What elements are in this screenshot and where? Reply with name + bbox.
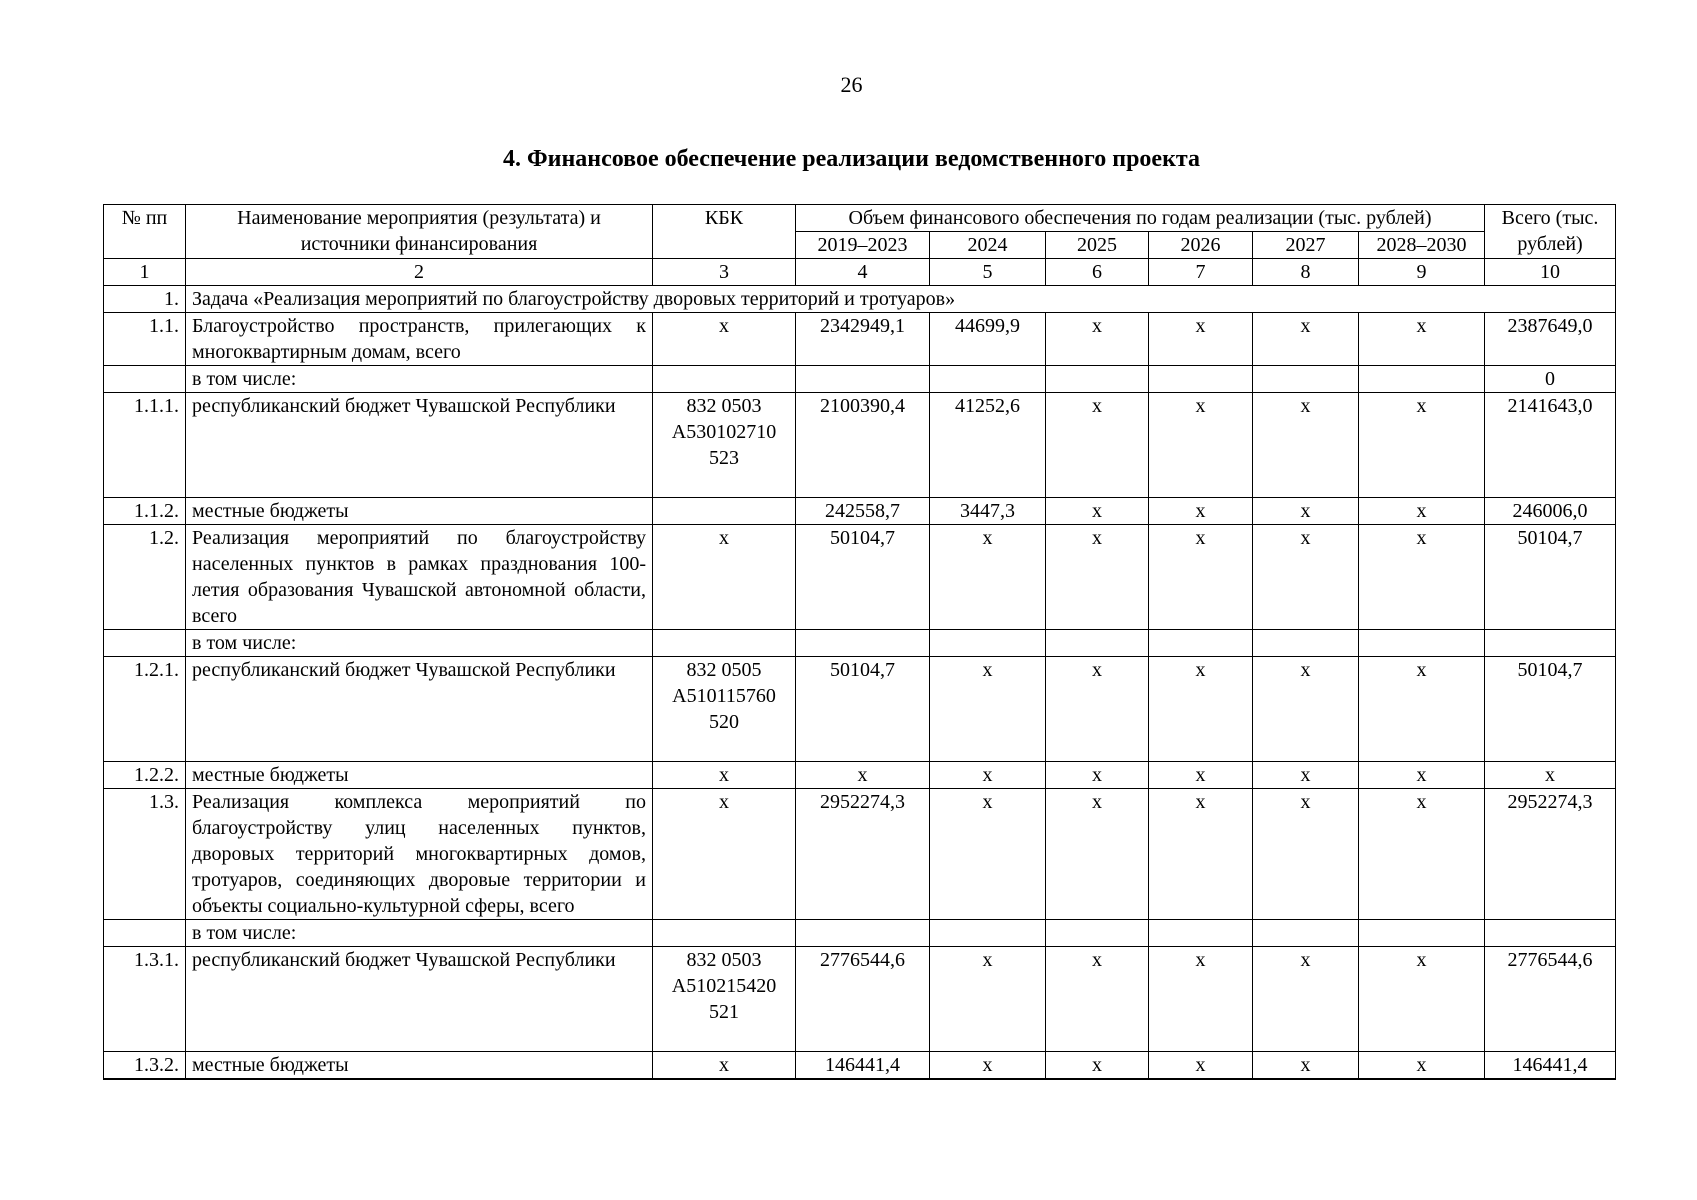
row-value: х	[930, 657, 1046, 762]
column-number: 2	[186, 259, 653, 286]
row-value: х	[1359, 525, 1485, 630]
row-name: Реализация комплекса мероприятий по благоустройству улиц населенных пунктов, дворовых территорий многоквартирных домов, тротуаров, соединяющих дворовые территории и объекты социально-культурной сферы, всего	[186, 789, 653, 920]
row-value: х	[1253, 393, 1359, 498]
row-number: 1.3.1.	[104, 947, 186, 1052]
table-row	[104, 630, 1616, 657]
row-value: х	[1359, 789, 1485, 920]
row-kbk: 832 0505 А510115760 520	[653, 657, 796, 762]
row-value: х	[1046, 762, 1149, 789]
row-kbk	[653, 920, 796, 947]
row-number: 1.	[104, 286, 186, 313]
row-kbk	[653, 630, 796, 657]
row-kbk	[653, 366, 796, 393]
column-number: 4	[796, 259, 930, 286]
row-total: 2387649,0	[1485, 313, 1616, 366]
row-number: 1.2.1.	[104, 657, 186, 762]
row-value: х	[1253, 1052, 1359, 1080]
row-value: х	[1359, 947, 1485, 1052]
header-year: 2028–2030	[1359, 232, 1485, 259]
row-number: 1.2.	[104, 525, 186, 630]
row-value: 41252,6	[930, 393, 1046, 498]
row-value	[1253, 630, 1359, 657]
row-value	[1046, 920, 1149, 947]
column-number: 3	[653, 259, 796, 286]
row-name: местные бюджеты	[186, 1052, 653, 1080]
row-value: х	[1046, 1052, 1149, 1080]
table-row	[104, 313, 1616, 366]
row-value: х	[1359, 313, 1485, 366]
row-number: 1.1.	[104, 313, 186, 366]
table-body	[104, 205, 1616, 1080]
table-row	[104, 762, 1616, 789]
row-value	[930, 630, 1046, 657]
row-value	[1046, 366, 1149, 393]
row-value	[1149, 630, 1253, 657]
row-value: х	[1149, 525, 1253, 630]
table-row	[104, 657, 1616, 762]
header-row	[104, 205, 1616, 232]
row-value: 146441,4	[796, 1052, 930, 1080]
header-name: Наименование мероприятия (результата) и источники финансирования	[186, 205, 653, 259]
row-value	[930, 920, 1046, 947]
row-value	[930, 366, 1046, 393]
row-value	[796, 366, 930, 393]
column-numbers-row	[104, 259, 1616, 286]
row-value: х	[1359, 762, 1485, 789]
row-value: х	[1253, 313, 1359, 366]
row-value: х	[930, 947, 1046, 1052]
row-kbk: 832 0503 А530102710 523	[653, 393, 796, 498]
row-name: республиканский бюджет Чувашской Республики	[186, 393, 653, 498]
row-value	[1359, 920, 1485, 947]
row-value	[1046, 630, 1149, 657]
row-name: местные бюджеты	[186, 762, 653, 789]
row-value: х	[1359, 498, 1485, 525]
table-row	[104, 947, 1616, 1052]
row-number: 1.2.2.	[104, 762, 186, 789]
row-name: в том числе:	[186, 630, 653, 657]
row-value: 50104,7	[796, 657, 930, 762]
row-value	[796, 920, 930, 947]
row-total: 50104,7	[1485, 657, 1616, 762]
row-name: республиканский бюджет Чувашской Республики	[186, 657, 653, 762]
row-kbk: х	[653, 525, 796, 630]
table-row	[104, 525, 1616, 630]
row-total	[1485, 920, 1616, 947]
row-value: 2100390,4	[796, 393, 930, 498]
row-value: х	[1359, 657, 1485, 762]
header-no: № пп	[104, 205, 186, 259]
row-value: 2342949,1	[796, 313, 930, 366]
row-name: республиканский бюджет Чувашской Республики	[186, 947, 653, 1052]
row-total: 2952274,3	[1485, 789, 1616, 920]
row-value: х	[1253, 789, 1359, 920]
row-value	[1359, 630, 1485, 657]
table-row	[104, 789, 1616, 920]
row-value: х	[1149, 498, 1253, 525]
row-kbk: х	[653, 313, 796, 366]
row-value: х	[1046, 789, 1149, 920]
row-value	[796, 630, 930, 657]
column-number: 7	[1149, 259, 1253, 286]
row-number: 1.3.2.	[104, 1052, 186, 1080]
header-year: 2027	[1253, 232, 1359, 259]
column-number: 10	[1485, 259, 1616, 286]
row-value	[1149, 920, 1253, 947]
row-value: х	[930, 1052, 1046, 1080]
row-name: Реализация мероприятий по благоустройству населенных пунктов в рамках празднования 100-летия образования Чувашской автономной области, всего	[186, 525, 653, 630]
header-total: Всего (тыс. рублей)	[1485, 205, 1616, 259]
row-name: в том числе:	[186, 366, 653, 393]
row-value: х	[1149, 947, 1253, 1052]
row-total: 50104,7	[1485, 525, 1616, 630]
row-number	[104, 920, 186, 947]
document-title: 4. Финансовое обеспечение реализации ведомственного проекта	[503, 146, 1200, 172]
row-value	[1359, 366, 1485, 393]
row-value: х	[1149, 657, 1253, 762]
row-value: 2952274,3	[796, 789, 930, 920]
row-value: х	[930, 762, 1046, 789]
row-value: х	[1149, 313, 1253, 366]
header-year: 2025	[1046, 232, 1149, 259]
header-year: 2019–2023	[796, 232, 930, 259]
column-number: 5	[930, 259, 1046, 286]
table-row	[104, 393, 1616, 498]
table-row	[104, 1052, 1616, 1080]
row-total: 2141643,0	[1485, 393, 1616, 498]
row-total: х	[1485, 762, 1616, 789]
row-value: х	[1046, 947, 1149, 1052]
row-value: х	[1046, 525, 1149, 630]
row-value: 2776544,6	[796, 947, 930, 1052]
financing-table	[103, 204, 1616, 1080]
column-number: 9	[1359, 259, 1485, 286]
row-value: х	[1046, 498, 1149, 525]
row-value: х	[1253, 657, 1359, 762]
row-number	[104, 366, 186, 393]
table-row	[104, 498, 1616, 525]
column-number: 8	[1253, 259, 1359, 286]
task-name: Задача «Реализация мероприятий по благоустройству дворовых территорий и тротуаров»	[186, 286, 1616, 313]
row-value: х	[1253, 762, 1359, 789]
column-number: 6	[1046, 259, 1149, 286]
row-value: х	[1253, 947, 1359, 1052]
row-name: местные бюджеты	[186, 498, 653, 525]
page-number: 26	[840, 72, 863, 97]
row-kbk: х	[653, 789, 796, 920]
row-kbk	[653, 498, 796, 525]
row-number: 1.1.2.	[104, 498, 186, 525]
row-value: х	[930, 525, 1046, 630]
header-volume: Объем финансового обеспечения по годам реализации (тыс. рублей)	[796, 205, 1485, 232]
row-kbk: х	[653, 1052, 796, 1080]
row-value	[1253, 920, 1359, 947]
row-value: х	[1046, 313, 1149, 366]
row-value	[1149, 366, 1253, 393]
row-value: 44699,9	[930, 313, 1046, 366]
table-row	[104, 366, 1616, 393]
row-total: 146441,4	[1485, 1052, 1616, 1080]
row-value	[1253, 366, 1359, 393]
row-value: х	[1149, 789, 1253, 920]
row-total: 2776544,6	[1485, 947, 1616, 1052]
row-value: 3447,3	[930, 498, 1046, 525]
row-kbk: х	[653, 762, 796, 789]
row-value: х	[1253, 525, 1359, 630]
row-value: 242558,7	[796, 498, 930, 525]
header-year: 2024	[930, 232, 1046, 259]
row-name: в том числе:	[186, 920, 653, 947]
row-value: х	[1359, 1052, 1485, 1080]
row-number: 1.3.	[104, 789, 186, 920]
task-row	[104, 286, 1616, 313]
row-number: 1.1.1.	[104, 393, 186, 498]
row-total: 0	[1485, 366, 1616, 393]
row-name: Благоустройство пространств, прилегающих к многоквартирным домам, всего	[186, 313, 653, 366]
header-year: 2026	[1149, 232, 1253, 259]
row-value: х	[796, 762, 930, 789]
row-value: х	[1046, 393, 1149, 498]
row-value: х	[1253, 498, 1359, 525]
row-value: х	[1046, 657, 1149, 762]
row-value: х	[1149, 393, 1253, 498]
header-kbk: КБК	[653, 205, 796, 259]
row-total	[1485, 630, 1616, 657]
row-value: х	[1149, 762, 1253, 789]
row-value: х	[1359, 393, 1485, 498]
row-number	[104, 630, 186, 657]
row-total: 246006,0	[1485, 498, 1616, 525]
row-value: х	[930, 789, 1046, 920]
row-value: х	[1149, 1052, 1253, 1080]
row-kbk: 832 0503 А510215420 521	[653, 947, 796, 1052]
row-value: 50104,7	[796, 525, 930, 630]
column-number: 1	[104, 259, 186, 286]
table-row	[104, 920, 1616, 947]
